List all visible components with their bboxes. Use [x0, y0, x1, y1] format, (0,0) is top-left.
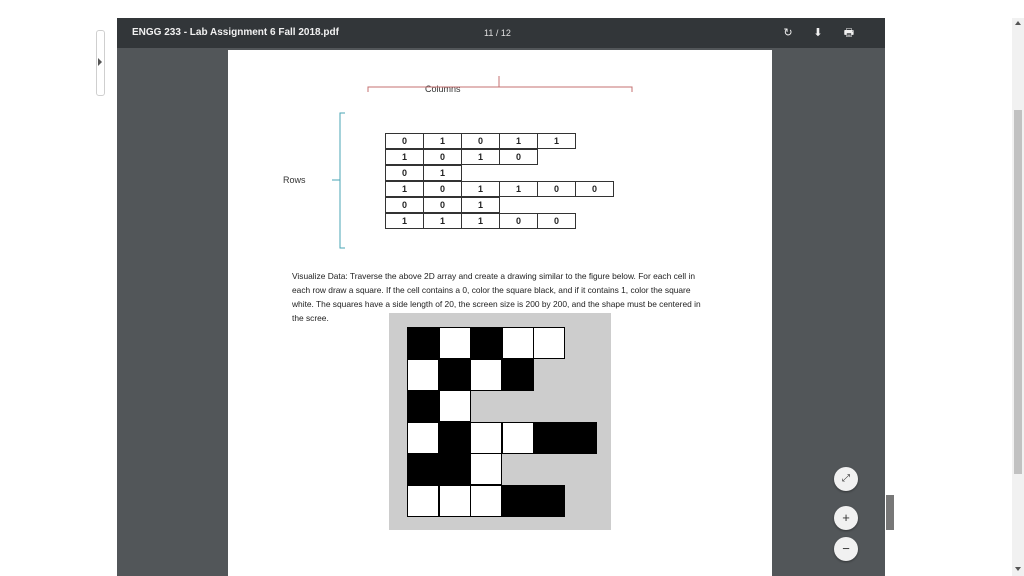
- viewer-scroll-thumb[interactable]: [886, 495, 894, 530]
- print-icon[interactable]: 🖶: [843, 27, 855, 39]
- viz-square: [502, 422, 534, 454]
- page-scroll-thumb[interactable]: [1014, 110, 1022, 474]
- array-cell: 1: [461, 149, 500, 165]
- assignment-description: Visualize Data: Traverse the above 2D array and create a drawing similar to the figure below. For each cell in each row draw a square. If the cell contains a 0, color the square black, and if it contains 1, color the square white. The squares have a side length of 20, the screen size is 200 by 200, and the shape must be centered in the scree.: [292, 271, 701, 323]
- viz-square: [439, 390, 471, 422]
- visualization-figure: [389, 313, 611, 530]
- array-cell: 0: [385, 133, 424, 149]
- viz-square: [502, 359, 534, 391]
- viz-square: [502, 327, 534, 359]
- viz-square: [533, 485, 565, 517]
- viz-square: [407, 359, 439, 391]
- scroll-down-icon[interactable]: [1015, 567, 1021, 571]
- pdf-page: [228, 50, 772, 576]
- rows-label: Rows: [283, 175, 306, 185]
- array-cell: 1: [423, 133, 462, 149]
- zoom-out-button[interactable]: −: [834, 537, 858, 561]
- viz-square: [407, 390, 439, 422]
- viz-square: [407, 485, 439, 517]
- array-cell: 1: [423, 213, 462, 229]
- expand-arrow-icon: [98, 58, 102, 66]
- viz-square: [439, 327, 471, 359]
- page-scrollbar[interactable]: [1012, 18, 1024, 576]
- rows-bracket: [332, 113, 345, 248]
- viz-square: [470, 453, 502, 485]
- array-cell: 1: [461, 181, 500, 197]
- array-cell: 1: [537, 133, 576, 149]
- array-cell: 1: [499, 133, 538, 149]
- array-cell: 1: [385, 213, 424, 229]
- fit-page-icon[interactable]: ⤢: [834, 467, 858, 491]
- viz-square: [533, 422, 565, 454]
- array-cell: 0: [499, 213, 538, 229]
- array-cell: 0: [385, 165, 424, 181]
- download-icon[interactable]: ⬇: [813, 27, 823, 39]
- viz-square: [407, 327, 439, 359]
- viz-square: [407, 422, 439, 454]
- scroll-up-icon[interactable]: [1015, 21, 1021, 25]
- array-cell: 0: [499, 149, 538, 165]
- array-cell: 1: [461, 197, 500, 213]
- array-cell: 0: [461, 133, 500, 149]
- pdf-toolbar: [117, 18, 885, 48]
- document-title: ENGG 233 - Lab Assignment 6 Fall 2018.pdf: [132, 27, 339, 38]
- array-cell: 1: [385, 149, 424, 165]
- array-cell: 0: [575, 181, 614, 197]
- viz-square: [470, 485, 502, 517]
- array-cell: 1: [423, 165, 462, 181]
- array-cell: 0: [385, 197, 424, 213]
- array-cell: 0: [423, 197, 462, 213]
- zoom-in-button[interactable]: +: [834, 506, 858, 530]
- array-cell: 0: [423, 181, 462, 197]
- viz-square: [502, 485, 534, 517]
- viz-square: [470, 359, 502, 391]
- viz-square: [439, 453, 471, 485]
- columns-bracket: [368, 76, 632, 92]
- page-indicator[interactable]: 11 / 12: [484, 28, 511, 38]
- array-cell: 0: [537, 213, 576, 229]
- viz-square: [439, 359, 471, 391]
- array-cell: 1: [461, 213, 500, 229]
- viz-square: [533, 327, 565, 359]
- viz-square: [470, 327, 502, 359]
- array-cell: 1: [385, 181, 424, 197]
- viz-square: [470, 422, 502, 454]
- viz-square: [407, 453, 439, 485]
- viz-square: [565, 422, 597, 454]
- array-cell: 1: [499, 181, 538, 197]
- rotate-icon[interactable]: ↻: [783, 27, 793, 39]
- sidebar-toggle-handle[interactable]: [96, 30, 105, 96]
- viz-square: [439, 422, 471, 454]
- array-cell: 0: [537, 181, 576, 197]
- array-cell: 0: [423, 149, 462, 165]
- pdf-viewer: [117, 18, 885, 576]
- columns-label: Columns: [425, 84, 461, 94]
- viz-square: [439, 485, 471, 517]
